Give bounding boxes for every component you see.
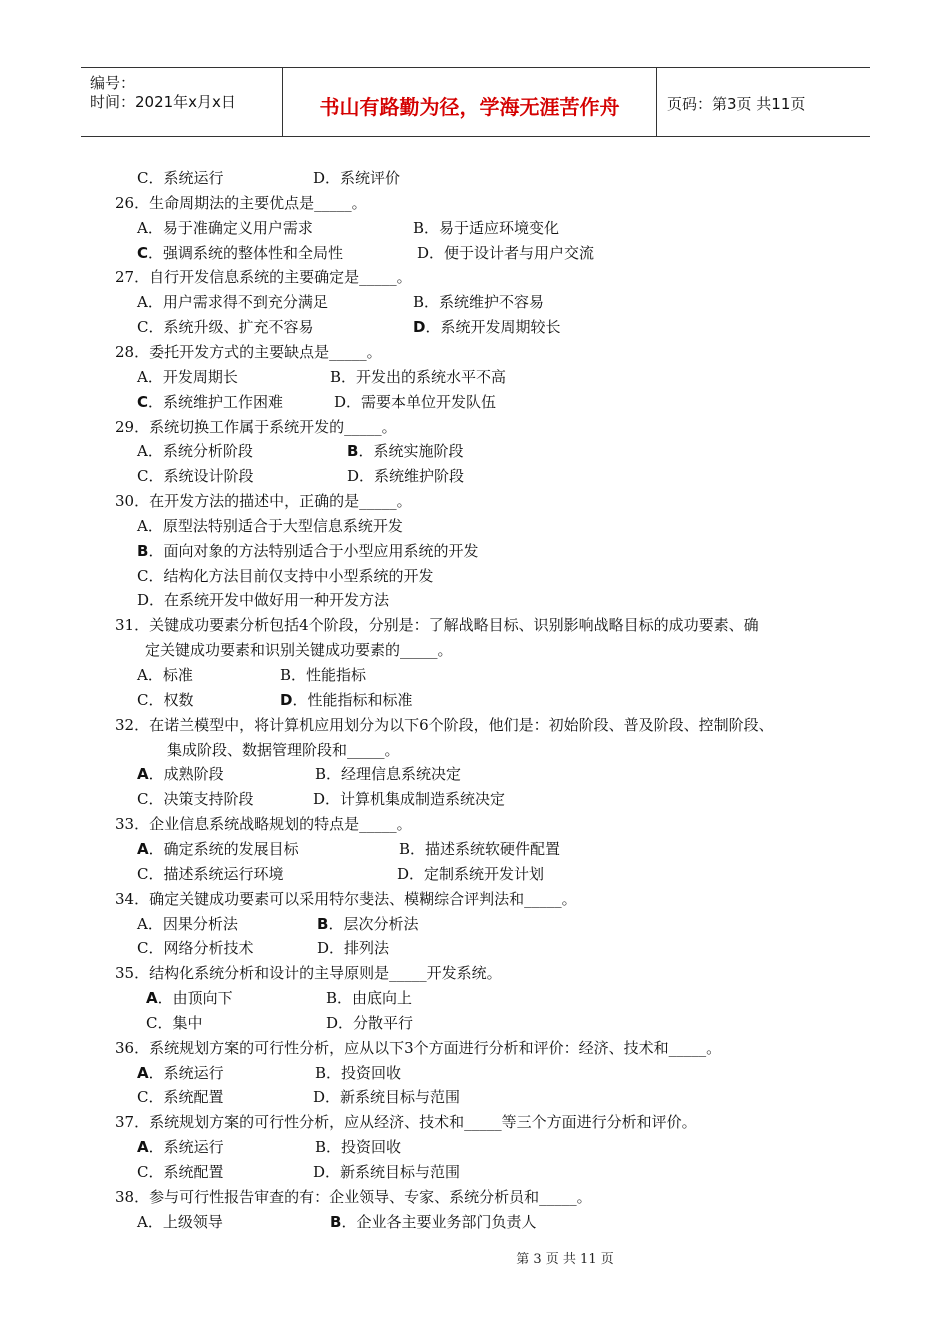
- answer-option: B．开发出的系统水平不高: [330, 367, 507, 386]
- answer-option: A．易于准确定义用户需求: [137, 218, 313, 237]
- answer-option: C．系统运行: [137, 169, 224, 187]
- answer-option: D．分散平行: [326, 1013, 414, 1032]
- question-text: 29．系统切换工作属于系统开发的_____。: [115, 417, 397, 436]
- answer-option-marked: D．系统开发周期较长: [413, 318, 561, 337]
- answer-option-marked: A．由顶向下: [146, 989, 233, 1008]
- answer-option: C．集中: [146, 1013, 203, 1032]
- answer-option: C．决策支持阶段: [137, 790, 254, 809]
- answer-option: D．新系统目标与范围: [313, 1163, 461, 1181]
- question-text: 31．关键成功要素分析包括4个阶段，分别是：了解战略目标、识别影响战略目标的成功要素、确: [115, 616, 759, 635]
- answer-option: C．描述系统运行环境: [137, 864, 284, 883]
- answer-option: A．开发周期长: [137, 367, 238, 386]
- answer-option: A．标准: [137, 666, 193, 684]
- question-text: 38．参与可行性报告审查的有：企业领导、专家、系统分析员和_____。: [115, 1187, 592, 1206]
- answer-option: B．系统维护不容易: [413, 293, 545, 312]
- question-text: 30．在开发方法的描述中，正确的是_____。: [115, 492, 412, 511]
- answer-option: A．原型法特别适合于大型信息系统开发: [137, 516, 403, 535]
- answer-option-marked: B．层次分析法: [317, 914, 419, 933]
- question-text: 26．生命周期法的主要优点是_____。: [115, 193, 367, 212]
- answer-option-marked: A．系统运行: [137, 1138, 224, 1157]
- answer-option: B．投资回收: [315, 1063, 402, 1082]
- answer-option: B．投资回收: [315, 1138, 402, 1157]
- answer-option-marked: C．强调系统的整体性和全局性: [137, 243, 344, 262]
- page-header: [81, 67, 870, 137]
- answer-option: D．定制系统开发计划: [397, 864, 545, 883]
- question-text: 28．委托开发方式的主要缺点是_____。: [115, 342, 382, 361]
- answer-option: D．便于设计者与用户交流: [417, 243, 595, 262]
- answer-option-marked: B．系统实施阶段: [347, 442, 464, 461]
- answer-option-marked: A．成熟阶段: [137, 765, 224, 784]
- answer-option: C．结构化方法目前仅支持中小型系统的开发: [137, 566, 434, 585]
- date-label: 时间：2021年x月x日: [90, 93, 236, 111]
- header-info-cell: [81, 68, 283, 136]
- answer-option: B．由底向上: [326, 989, 413, 1008]
- header-page-cell: [657, 68, 870, 136]
- answer-option: A．系统分析阶段: [137, 442, 253, 461]
- answer-option: A．用户需求得不到充分满足: [137, 293, 328, 312]
- answer-option: D．需要本单位开发队伍: [334, 392, 497, 411]
- footer-page-number: 第 3 页 共 11 页: [516, 1252, 614, 1267]
- answer-option: B．性能指标: [280, 666, 367, 684]
- answer-option: D．新系统目标与范围: [313, 1088, 461, 1107]
- answer-option: C．系统升级、扩充不容易: [137, 318, 314, 337]
- question-text: 35．结构化系统分析和设计的主导原则是_____开发系统。: [115, 964, 502, 983]
- answer-option-marked: A．系统运行: [137, 1063, 224, 1082]
- answer-option: A．上级领导: [137, 1212, 223, 1231]
- answer-option: C．权数: [137, 690, 194, 709]
- answer-option: B．易于适应环境变化: [413, 218, 560, 237]
- answer-option: D．系统评价: [313, 169, 401, 187]
- page-footer: [0, 1248, 950, 1267]
- answer-option-marked: C．系统维护工作困难: [137, 392, 284, 411]
- answer-option: C．系统配置: [137, 1088, 224, 1107]
- question-text: 集成阶段、数据管理阶段和_____。: [167, 740, 400, 759]
- answer-option: D．系统维护阶段: [347, 467, 465, 486]
- motto-text: 书山有路勤为径，学海无涯苦作舟: [319, 95, 620, 119]
- answer-option: A．因果分析法: [137, 914, 238, 933]
- question-text: 34．确定关键成功要素可以采用特尔斐法、模糊综合评判法和_____。: [115, 889, 577, 908]
- question-text: 27．自行开发信息系统的主要确定是_____。: [115, 268, 412, 287]
- answer-option: B．描述系统软硬件配置: [399, 839, 561, 858]
- page-info: 页码：第3页 共11页: [667, 95, 806, 113]
- answer-option-marked: B．面向对象的方法特别适合于小型应用系统的开发: [137, 541, 479, 560]
- answer-option: D．在系统开发中做好用一种开发方法: [137, 591, 390, 610]
- question-text: 定关键成功要素和识别关键成功要素的_____。: [145, 641, 453, 660]
- answer-option: B．经理信息系统决定: [315, 765, 462, 784]
- answer-option-marked: B．企业各主要业务部门负责人: [330, 1212, 537, 1231]
- header-motto-cell: [283, 68, 657, 136]
- code-label: 编号：: [90, 74, 136, 92]
- answer-option: C．系统配置: [137, 1163, 224, 1181]
- question-text: 33．企业信息系统战略规划的特点是_____。: [115, 815, 412, 834]
- question-text: 36．系统规划方案的可行性分析，应从以下3个方面进行分析和评价：经济、技术和_____。: [115, 1038, 722, 1057]
- question-text: 37．系统规划方案的可行性分析，应从经济、技术和_____等三个方面进行分析和评价。: [115, 1113, 697, 1132]
- question-text: 32．在诺兰模型中，将计算机应用划分为以下6个阶段，他们是：初始阶段、普及阶段、控制阶段、: [115, 715, 774, 734]
- answer-option: D．计算机集成制造系统决定: [313, 790, 506, 809]
- answer-option-marked: D．性能指标和标准: [280, 690, 413, 709]
- answer-option: C．系统设计阶段: [137, 467, 254, 486]
- answer-option: C．网络分析技术: [137, 939, 254, 958]
- answer-option-marked: A．确定系统的发展目标: [137, 839, 299, 858]
- answer-option: D．排列法: [317, 939, 390, 958]
